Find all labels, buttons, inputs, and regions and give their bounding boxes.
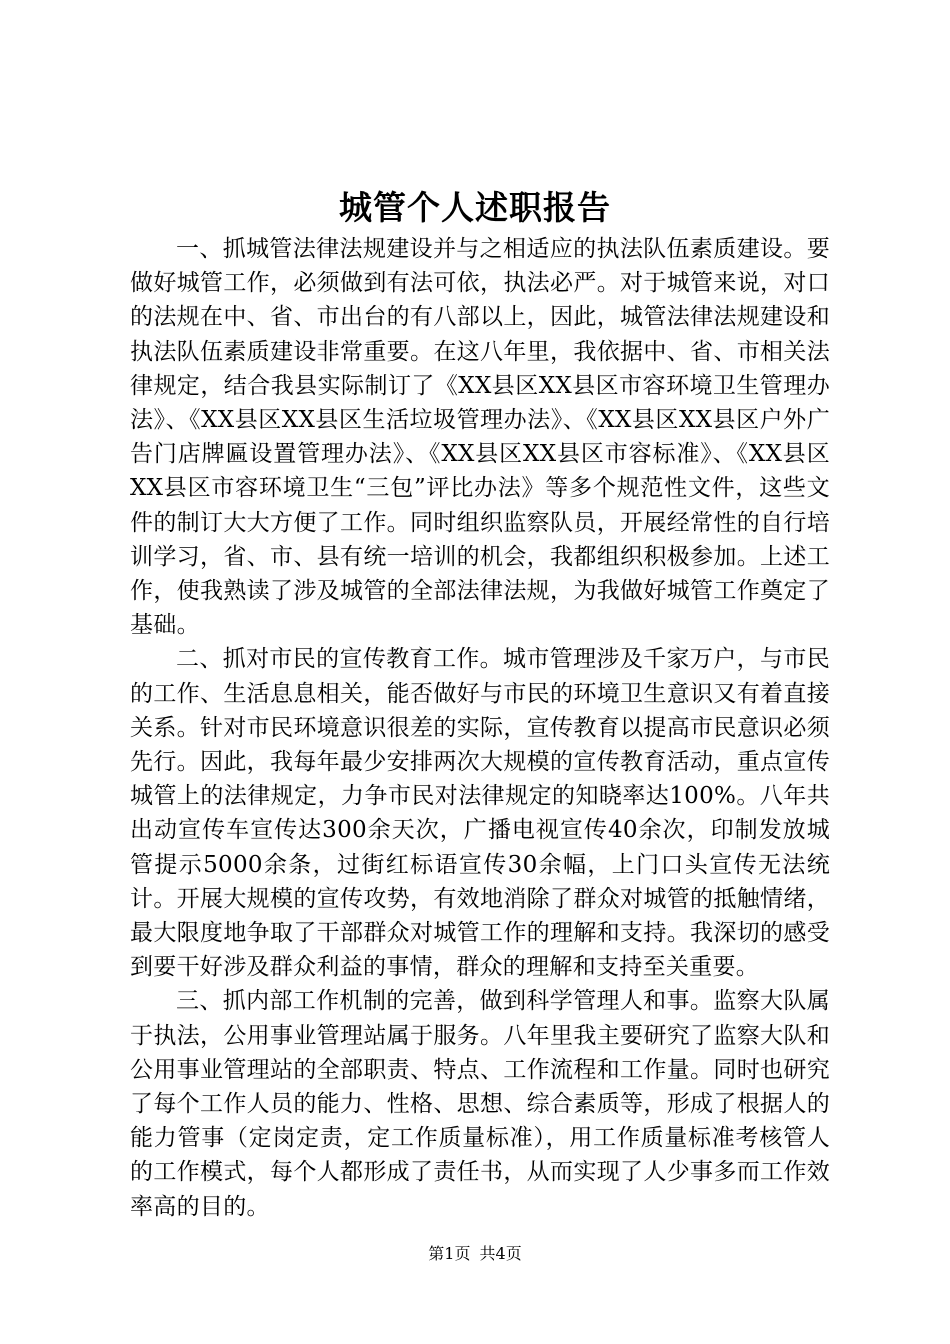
paragraph-3: 三、抓内部工作机制的完善，做到科学管理人和事。监察大队属于执法，公用事业管理站属于服务。八年里我主要研究了监察大队和公用事业管理站的全部职责、特点、工作流程和工作量。同时也研究了每个工作人员的能力、性格、思想、综合素质等，形成了根据人的能力管事（定岗定责，定工作质量标准），用工作质量标准考核管人的工作模式，每个人都形成了责任书，从而实现了人少事多而工作效率高的目的。 <box>130 988 830 1220</box>
paragraph-2: 二、抓对市民的宣传教育工作。城市管理涉及千家万户，与市民的工作、生活息息相关，能否做好与市民的环境卫生意识又有着直接关系。针对市民环境意识很差的实际，宣传教育以提高市民意识必须先行。因此，我每年最少安排两次大规模的宣传教育活动，重点宣传城管上的法律规定，力争市民对法律规定的知晓率达100%。八年共出动宣传车宣传达300余天次，广播电视宣传40余次，印制发放城管提示5000余条，过街红标语宣传30余幅，上门口头宣传无法统计。开展大规模的宣传攻势，有效地消除了群众对城管的抵触情绪，最大限度地争取了干部群众对城管工作的理解和支持。我深切的感受到要干好涉及群众利益的事情，群众的理解和支持至关重要。 <box>130 646 830 981</box>
total-page-count: 共4页 <box>479 1244 522 1263</box>
document-title: 城管个人述职报告 <box>339 188 611 227</box>
document-body <box>130 232 830 1224</box>
page-footer <box>0 1243 950 1265</box>
paragraph-1: 一、抓城管法律法规建设并与之相适应的执法队伍素质建设。要做好城管工作，必须做到有法可依，执法必严。对于城管来说，对口的法规在中、省、市出台的有八部以上，因此，城管法律法规建设和执法队伍素质建设非常重要。在这八年里，我依据中、省、市相关法律规定，结合我县实际制订了《XX县区XX县区市容环境卫生管理办法》、《XX县区XX县区生活垃圾管理办法》、《XX县区XX县区户外广告门店牌匾设置管理办法》、《XX县区XX县区市容标准》、《XX县区XX县区市容环境卫生“三包”评比办法》等多个规范性文件，这些文件的制订大大方便了工作。同时组织监察队员，开展经常性的自行培训学习，省、市、县有统一培训的机会，我都组织积极参加。上述工作，使我熟读了涉及城管的全部法律法规，为我做好城管工作奠定了基础。 <box>130 236 830 639</box>
current-page-number: 第1页 <box>428 1244 471 1263</box>
